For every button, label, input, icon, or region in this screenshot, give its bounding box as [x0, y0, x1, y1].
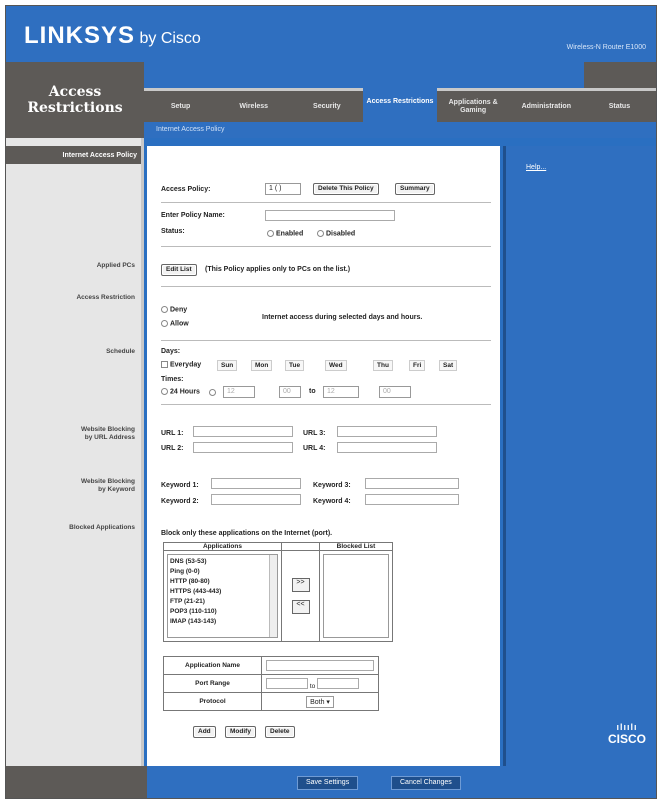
tab-access-restrictions[interactable]: Access Restrictions: [363, 86, 436, 124]
section-title: Access Restrictions: [27, 84, 123, 116]
url4-input[interactable]: [337, 442, 437, 453]
label-website-keyword: Website Blocking by Keyword: [80, 478, 135, 493]
keyword3-input[interactable]: [365, 478, 459, 489]
policy-name-label: Enter Policy Name:: [161, 212, 225, 219]
day-fri[interactable]: Fri: [409, 360, 425, 371]
keyword4-input[interactable]: [365, 494, 459, 505]
navigation: [6, 62, 656, 138]
radio-icon: [317, 230, 324, 237]
status-disabled-radio[interactable]: Disabled: [317, 230, 355, 237]
url3-label: URL 3:: [303, 430, 326, 437]
from-minute-select[interactable]: 00: [279, 386, 301, 398]
label-applied-pcs: Applied PCs: [96, 262, 135, 269]
model-name: Wireless-N Router E1000: [566, 44, 646, 51]
applications-table: [163, 542, 393, 642]
divider: [161, 246, 491, 247]
label-access-restriction: Access Restriction: [76, 294, 135, 301]
header: [6, 6, 656, 62]
cancel-changes-button[interactable]: Cancel Changes: [391, 776, 461, 790]
router-admin-page: [5, 5, 657, 799]
cisco-logo: ılıılı CISCO: [607, 722, 646, 746]
to-hour-select[interactable]: 12: [323, 386, 359, 398]
keyword2-label: Keyword 2:: [161, 498, 199, 505]
keyword3-label: Keyword 3:: [313, 482, 351, 489]
footer-bar: [147, 766, 656, 798]
arrows-header: [282, 543, 320, 551]
keyword1-label: Keyword 1:: [161, 482, 199, 489]
subnav: [144, 122, 656, 138]
divider: [161, 340, 491, 341]
status-enabled-radio[interactable]: Enabled: [267, 230, 303, 237]
tab-status[interactable]: Status: [608, 103, 631, 110]
port-start-input[interactable]: [266, 678, 308, 689]
divider: [161, 404, 491, 405]
delete-policy-button[interactable]: Delete This Policy: [313, 183, 379, 195]
access-policy-label: Access Policy:: [161, 186, 211, 193]
protocol-select[interactable]: Both ▾: [306, 696, 334, 708]
subtab-internet-access-policy[interactable]: Internet Access Policy: [156, 126, 225, 133]
from-hour-select[interactable]: 12: [223, 386, 255, 398]
day-wed[interactable]: Wed: [325, 360, 347, 371]
days-label: Days:: [161, 348, 181, 355]
port-range-label: Port Range: [164, 675, 262, 693]
day-thu[interactable]: Thu: [373, 360, 393, 371]
app-name-input[interactable]: [266, 660, 374, 671]
to-label: to: [309, 388, 316, 395]
keyword2-input[interactable]: [211, 494, 301, 505]
blocked-header: Blocked List: [320, 543, 393, 551]
radio-icon: [161, 320, 168, 327]
day-sun[interactable]: Sun: [217, 360, 237, 371]
tab-administration[interactable]: Administration: [521, 103, 571, 110]
divider: [161, 286, 491, 287]
blocked-listbox[interactable]: [323, 554, 389, 638]
linksys-logo: LINKSYS by Cisco: [24, 22, 201, 49]
everyday-checkbox[interactable]: Everyday: [161, 361, 201, 368]
tab-security[interactable]: Security: [313, 103, 341, 110]
save-settings-button[interactable]: Save Settings: [297, 776, 358, 790]
apps-header: Applications: [164, 543, 282, 551]
help-link[interactable]: Help...: [526, 164, 547, 171]
url2-label: URL 2:: [161, 445, 184, 452]
keyword1-input[interactable]: [211, 478, 301, 489]
applications-listbox[interactable]: DNS (53-53) Ping (0-0) HTTP (80-80) HTTPS (443-443) FTP (21-21) POP3 (110-110) IMAP (143-143): [167, 554, 278, 638]
summary-button[interactable]: Summary: [395, 183, 435, 195]
delete-app-button[interactable]: Delete: [265, 726, 295, 738]
edit-list-note: (This Policy applies only to PCs on the list.): [205, 266, 351, 273]
radio-icon: [161, 306, 168, 313]
tab-setup[interactable]: Setup: [170, 103, 191, 110]
help-panel: [503, 146, 656, 766]
app-name-label: Application Name: [164, 657, 262, 675]
checkbox-icon: [161, 361, 168, 368]
port-end-input[interactable]: [317, 678, 359, 689]
modify-app-button[interactable]: Modify: [225, 726, 256, 738]
listbox-scrollbar[interactable]: [269, 555, 277, 637]
label-website-url: Website Blocking by URL Address: [80, 426, 135, 441]
apps-note: Block only these applications on the Internet (port).: [161, 530, 333, 537]
custom-time-radio[interactable]: [209, 389, 216, 396]
24-hours-radio[interactable]: 24 Hours: [161, 388, 200, 395]
policy-select[interactable]: 1 ( ): [265, 183, 301, 195]
protocol-label: Protocol: [164, 693, 262, 711]
main-form: [147, 146, 500, 766]
footer: [6, 766, 656, 798]
remove-from-blocked-button[interactable]: <<: [292, 600, 310, 614]
allow-radio[interactable]: Allow: [161, 320, 189, 327]
tab-applications-gaming[interactable]: Applications & Gaming: [448, 99, 498, 114]
nav-top-band: [144, 62, 584, 88]
day-mon[interactable]: Mon: [251, 360, 272, 371]
main-tabs: [144, 92, 656, 122]
day-sat[interactable]: Sat: [439, 360, 457, 371]
day-tue[interactable]: Tue: [285, 360, 304, 371]
custom-app-table: Application Name Port Range to Protocol Both ▾: [163, 656, 379, 711]
sidebar-heading: Internet Access Policy: [6, 146, 141, 164]
tab-wireless[interactable]: Wireless: [239, 103, 269, 110]
edit-list-button[interactable]: Edit List: [161, 264, 197, 276]
status-label: Status:: [161, 228, 185, 235]
add-app-button[interactable]: Add: [193, 726, 216, 738]
policy-name-input[interactable]: [265, 210, 395, 221]
restriction-note: Internet access during selected days and hours.: [262, 314, 423, 321]
url2-input[interactable]: [193, 442, 293, 453]
radio-icon: [267, 230, 274, 237]
radio-icon: [161, 388, 168, 395]
to-minute-select[interactable]: 00: [379, 386, 411, 398]
keyword4-label: Keyword 4:: [313, 498, 351, 505]
add-to-blocked-button[interactable]: >>: [292, 578, 310, 592]
url4-label: URL 4:: [303, 445, 326, 452]
url1-label: URL 1:: [161, 430, 184, 437]
url1-input[interactable]: [193, 426, 293, 437]
deny-radio[interactable]: Deny: [161, 306, 187, 313]
days-row: [161, 360, 491, 372]
label-blocked-apps: Blocked Applications: [69, 524, 135, 531]
divider: [161, 202, 491, 203]
url3-input[interactable]: [337, 426, 437, 437]
cisco-bars-icon: ılıılı: [616, 722, 638, 732]
label-schedule: Schedule: [106, 348, 135, 355]
sidebar: [6, 138, 144, 766]
times-label: Times:: [161, 376, 184, 383]
